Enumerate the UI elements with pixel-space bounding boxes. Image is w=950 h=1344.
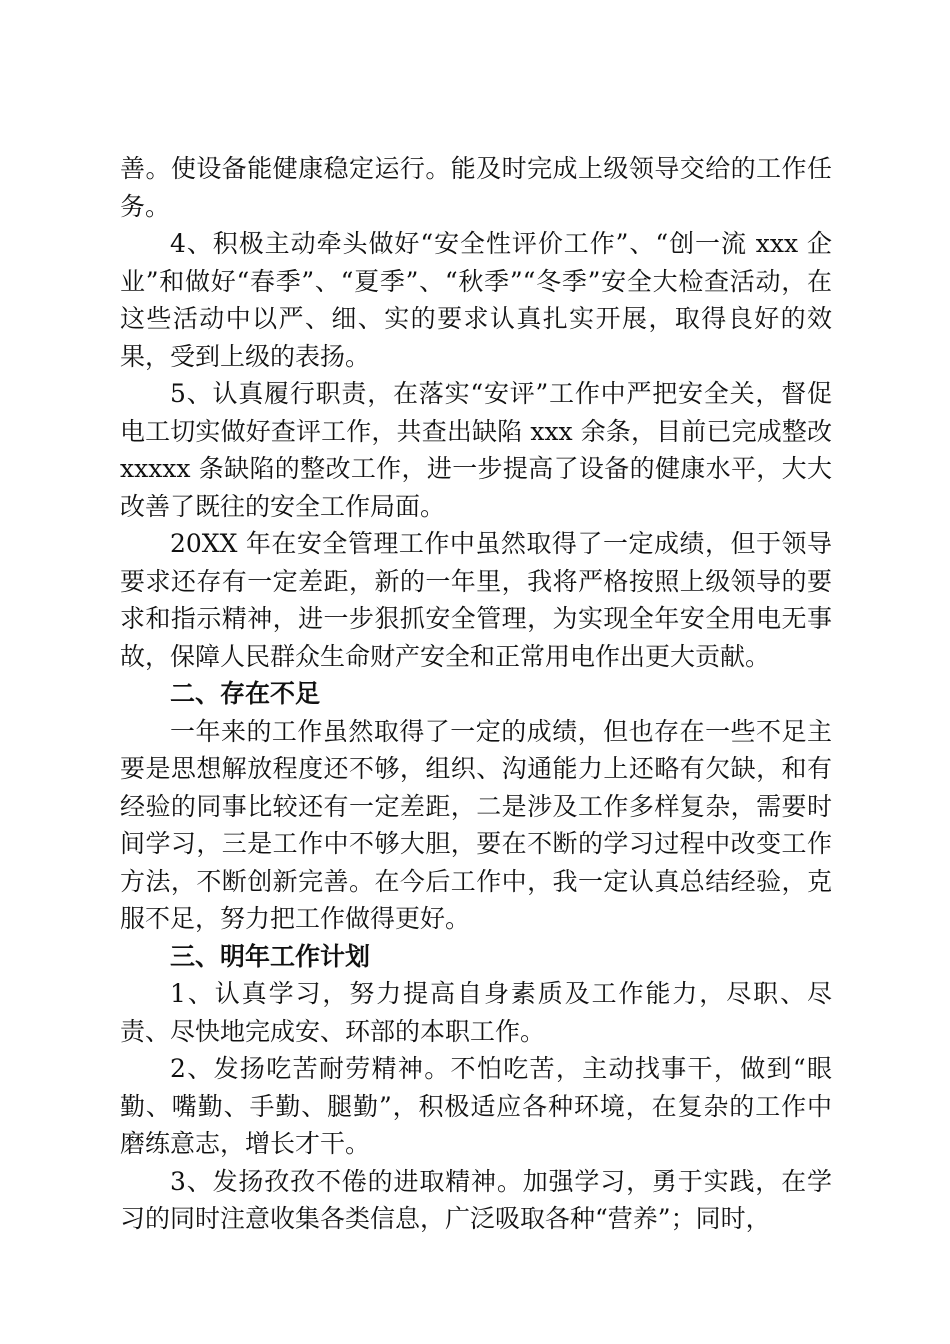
paragraph-plan-3: 3、发扬孜孜不倦的进取精神。加强学习，勇于实践，在学习的同时注意收集各类信息，广泛吸取各种“营养”；同时，: [120, 1166, 832, 1233]
paragraph-continuation: 善。使设备能健康稳定运行。能及时完成上级领导交给的工作任务。: [120, 154, 832, 221]
paragraph-plan-1: 1、认真学习，努力提高自身素质及工作能力，尽职、尽责、尽快地完成安、环部的本职工作。: [120, 979, 832, 1046]
section-heading-shortcomings: 二、存在不足: [170, 679, 321, 708]
paragraph-summary: 20XX 年在安全管理工作中虽然取得了一定成绩，但于领导要求还存有一定差距，新的一年里，我将严格按照上级领导的要求和指示精神，进一步狠抓安全管理，为实现全年安全用电无事故，保障人民群众生命财产安全和正常用电作出更大贡献。: [120, 529, 832, 671]
paragraph-shortcomings: 一年来的工作虽然取得了一定的成绩，但也存在一些不足主要是思想解放程度还不够，组织、沟通能力上还略有欠缺，和有经验的同事比较还有一定差距，二是涉及工作多样复杂，需要时间学习，三是工作中不够大胆，要在不断的学习过程中改变工作方法，不断创新完善。在今后工作中，我一定认真总结经验，克服不足，努力把工作做得更好。: [120, 716, 832, 933]
paragraph-item-5: 5、认真履行职责，在落实“安评”工作中严把安全关，督促电工切实做好查评工作，共查出缺陷 xxx 余条，目前已完成整改 xxxxx 条缺陷的整改工作，进一步提高了设备的健康水平，大大改善了既往的安全工作局面。: [120, 379, 832, 521]
document-page: [120, 150, 832, 1238]
paragraph-item-4: 4、积极主动牵头做好“安全性评价工作”、“创一流 xxx 企业”和做好“春季”、“夏季”、“秋季”“冬季”安全大检查活动，在这些活动中以严、细、实的要求认真扎实开展，取得良好的效果，受到上级的表扬。: [120, 229, 832, 371]
paragraph-plan-2: 2、发扬吃苦耐劳精神。不怕吃苦，主动找事干，做到“眼勤、嘴勤、手勤、腿勤”，积极适应各种环境，在复杂的工作中磨练意志，增长才干。: [120, 1054, 832, 1158]
section-heading-next-year-plan: 三、明年工作计划: [170, 941, 371, 971]
